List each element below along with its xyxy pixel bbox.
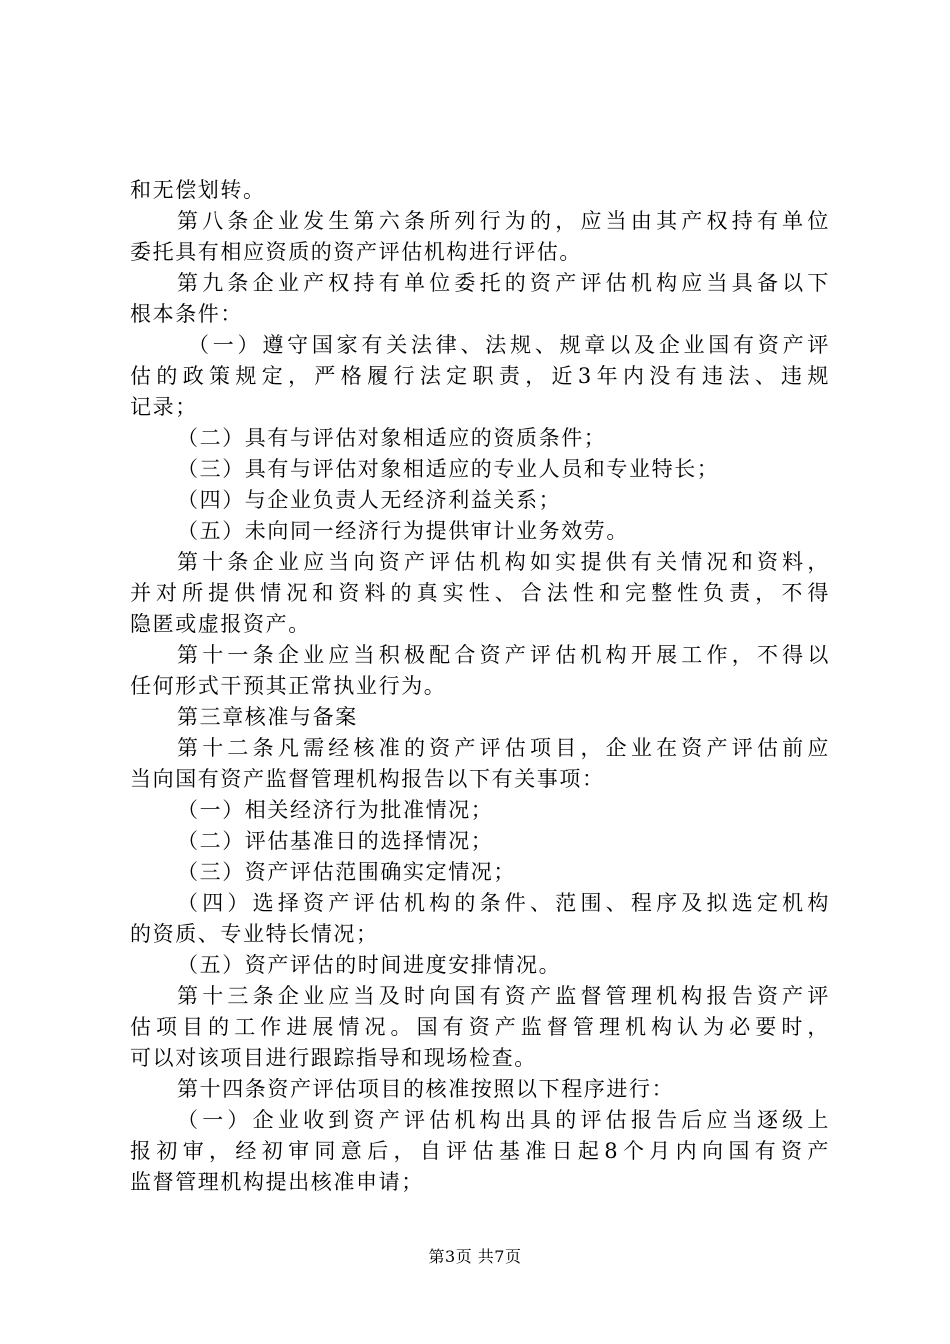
text-line: 监督管理机构提出核准申请； (130, 1170, 424, 1194)
text-line: 报初审，经初审同意后，自评估基准日起8个月内向国有资产 (130, 1139, 830, 1163)
text-line: 的资质、专业特长情况； (130, 922, 379, 946)
text-line: （三）具有与评估对象相适应的专业人员和专业特长； (177, 457, 720, 481)
text-line: 第十一条企业应当积极配合资产评估机构开展工作，不得以 (177, 643, 830, 667)
text-line: （三）资产评估范围确实定情况； (177, 860, 516, 884)
text-line: 第九条企业产权持有单位委托的资产评估机构应当具备以下 (177, 271, 830, 295)
text-line: （五）未向同一经济行为提供审计业务效劳。 (177, 519, 629, 543)
document-body (130, 175, 830, 1198)
text-line: 记录； (130, 395, 198, 419)
text-line: 当向国有资产监督管理机构报告以下有关事项： (130, 767, 605, 791)
text-line: 估的政策规定，严格履行法定职责，近3年内没有违法、违规 (130, 364, 830, 388)
text-line: 委托具有相应资质的资产评估机构进行评估。 (130, 240, 582, 264)
text-line: 第十条企业应当向资产评估机构如实提供有关情况和资料， (177, 550, 830, 574)
text-line: （一）遵守国家有关法律、法规、规章以及企业国有资产评 (188, 333, 830, 357)
text-line: 第十二条凡需经核准的资产评估项目，企业在资产评估前应 (177, 736, 830, 760)
text-line: 并对所提供情况和资料的真实性、合法性和完整性负责，不得 (130, 581, 830, 605)
text-line: （一）企业收到资产评估机构出具的评估报告后应当逐级上 (177, 1108, 830, 1132)
text-line: 任何形式干预其正常执业行为。 (130, 674, 447, 698)
text-line: （一）相关经济行为批准情况； (177, 798, 494, 822)
page-number-footer: 第3页 共7页 (428, 1247, 522, 1266)
text-line: 第十三条企业应当及时向国有资产监督管理机构报告资产评 (177, 984, 830, 1008)
chapter-heading: 第三章核准与备案 (177, 705, 358, 729)
text-line: （四）与企业负责人无经济利益关系； (177, 488, 562, 512)
text-line: 可以对该项目进行跟踪指导和现场检查。 (130, 1046, 537, 1070)
text-line: （二）具有与评估对象相适应的资质条件； (177, 426, 607, 450)
text-line: 和无偿划转。 (130, 178, 266, 202)
text-line: 隐匿或虚报资产。 (130, 612, 311, 636)
text-line: 估项目的工作进展情况。国有资产监督管理机构认为必要时， (130, 1015, 830, 1039)
text-line: 第八条企业发生第六条所列行为的，应当由其产权持有单位 (177, 209, 830, 233)
text-line: （五）资产评估的时间进度安排情况。 (177, 953, 562, 977)
text-line: 根本条件： (130, 302, 243, 326)
text-line: （二）评估基准日的选择情况； (177, 829, 494, 853)
text-line: 第十四条资产评估项目的核准按照以下程序进行： (177, 1077, 675, 1101)
text-line: （四）选择资产评估机构的条件、范围、程序及拟选定机构 (177, 891, 830, 915)
